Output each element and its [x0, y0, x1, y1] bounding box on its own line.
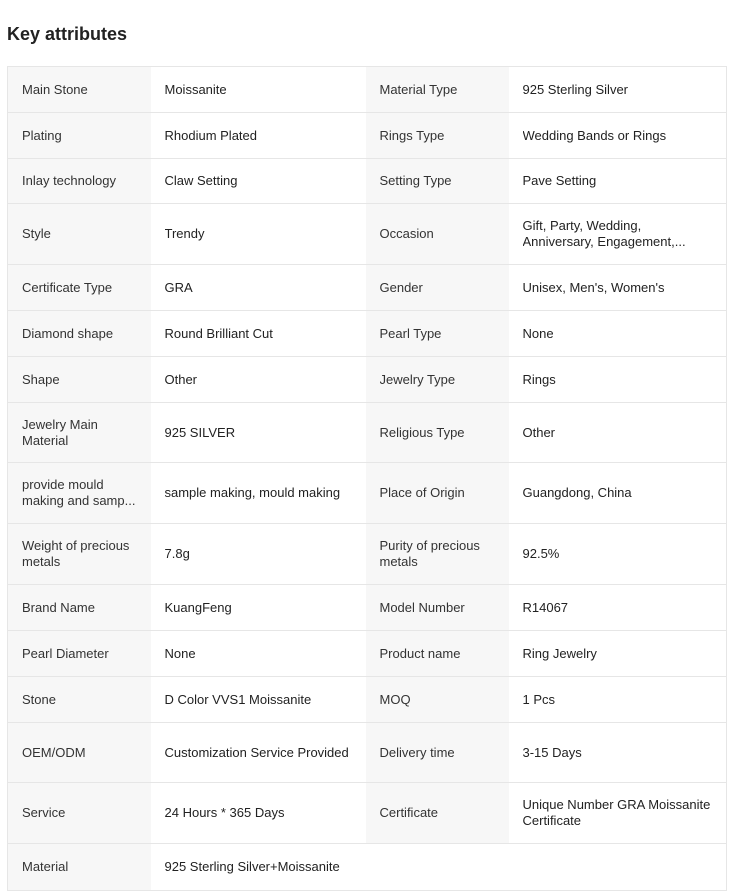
attribute-key — [8, 113, 151, 159]
attribute-key-text: Weight of precious metals — [22, 538, 130, 569]
attribute-value-text: Rings — [522, 371, 556, 387]
attribute-value-text: None — [164, 645, 196, 661]
attribute-value-text: sample making, mould making — [164, 485, 341, 500]
attribute-value-text: None — [522, 325, 554, 341]
attribute-key-text: Brand Name — [22, 599, 95, 615]
attribute-key — [8, 357, 151, 403]
attribute-key-text: Rings Type — [379, 127, 445, 143]
attribute-key-text: Material Type — [379, 81, 458, 97]
attribute-value-text: Pave Setting — [522, 173, 597, 188]
attribute-key — [366, 723, 509, 783]
attribute-key — [366, 265, 509, 311]
attribute-key — [8, 524, 151, 585]
attribute-value — [509, 783, 727, 844]
attribute-key-text: Certificate — [379, 805, 439, 820]
attribute-key — [366, 159, 509, 204]
attribute-value — [509, 585, 727, 631]
attribute-value-text: 925 Sterling Silver — [522, 81, 628, 97]
attribute-value — [509, 357, 727, 403]
attribute-key-text: Setting Type — [379, 173, 452, 188]
attribute-row — [8, 67, 727, 113]
attribute-value — [509, 723, 727, 783]
attribute-value-text: 1 Pcs — [522, 691, 556, 707]
attribute-value — [151, 524, 366, 585]
attribute-key-text: Pearl Diameter — [22, 645, 109, 661]
attribute-key — [8, 159, 151, 204]
attribute-row — [8, 204, 727, 265]
attribute-value — [151, 113, 366, 159]
attribute-key-text: Jewelry Type — [379, 371, 456, 387]
attribute-key — [366, 311, 509, 357]
attribute-key-text: Diamond shape — [22, 325, 114, 341]
attribute-value-text: 925 Sterling Silver+Moissanite — [164, 859, 340, 874]
attribute-value-text: Claw Setting — [164, 173, 238, 188]
attribute-key — [366, 783, 509, 844]
attribute-row — [8, 113, 727, 159]
attribute-value — [151, 783, 366, 844]
attribute-value-text: Wedding Bands or Rings — [522, 127, 667, 143]
attribute-key — [8, 204, 151, 265]
attribute-key-text: Product name — [379, 645, 461, 661]
attribute-key — [8, 783, 151, 844]
attribute-value — [151, 631, 366, 677]
attribute-key — [8, 265, 151, 311]
attribute-value — [151, 204, 366, 265]
attribute-key-text: Jewelry Main Material — [22, 416, 98, 448]
attribute-value-text: Customization Service Provided — [164, 744, 349, 760]
attribute-row — [8, 357, 727, 403]
attribute-row — [8, 585, 727, 631]
attribute-value — [509, 677, 727, 723]
attribute-key-text: Material — [22, 859, 69, 874]
attribute-key-text: Plating — [22, 127, 62, 143]
attribute-key-text: Inlay technology — [22, 173, 116, 188]
attribute-key — [8, 463, 151, 524]
attribute-value-text: Ring Jewelry — [522, 645, 597, 661]
attribute-value-text: GRA — [164, 279, 193, 295]
attribute-row — [8, 159, 727, 204]
attribute-value — [509, 159, 727, 204]
attribute-value — [151, 357, 366, 403]
attribute-row — [8, 723, 727, 783]
attribute-row — [8, 403, 727, 463]
attribute-key — [8, 311, 151, 357]
attribute-key — [366, 67, 509, 113]
attribute-key — [8, 585, 151, 631]
attribute-value-text: 925 SILVER — [164, 424, 236, 440]
attribute-value-text: Unisex, Men's, Women's — [522, 279, 665, 295]
attribute-value — [509, 311, 727, 357]
attribute-key — [366, 113, 509, 159]
attribute-value-text: 92.5% — [522, 546, 560, 561]
attribute-row — [8, 524, 727, 585]
attribute-row — [8, 311, 727, 357]
attribute-key-text: provide mould making and samp... — [22, 477, 136, 508]
attribute-value — [509, 204, 727, 265]
attribute-key-text: MOQ — [379, 691, 411, 707]
attribute-value-text: R14067 — [522, 599, 569, 615]
attribute-key — [8, 67, 151, 113]
attribute-row — [8, 783, 727, 844]
attribute-value — [151, 403, 366, 463]
attribute-key — [366, 524, 509, 585]
attribute-key-text: Delivery time — [379, 744, 455, 760]
attributes-table-body — [8, 67, 727, 891]
section-title: Key attributes — [7, 24, 128, 44]
attribute-value-text: Unique Number GRA Moissanite Certificate — [522, 797, 711, 828]
attribute-value-text: KuangFeng — [164, 599, 232, 615]
attribute-value-text: 3-15 Days — [522, 744, 582, 760]
attribute-key — [8, 844, 151, 891]
attribute-row — [8, 463, 727, 524]
attribute-key — [366, 585, 509, 631]
attribute-key-text: Model Number — [379, 599, 465, 615]
attribute-key-text: Certificate Type — [22, 279, 113, 295]
attribute-key — [8, 631, 151, 677]
attribute-key-text: Gender — [379, 279, 423, 295]
attribute-value-text: Guangdong, China — [522, 485, 632, 500]
attribute-value-text: 7.8g — [164, 546, 190, 561]
attribute-key-text: Place of Origin — [379, 485, 465, 500]
attributes-table — [7, 66, 727, 891]
attribute-key-text: Main Stone — [22, 81, 88, 97]
attribute-key — [366, 463, 509, 524]
attribute-key-text: Pearl Type — [379, 325, 442, 341]
attribute-key-text: Religious Type — [379, 424, 465, 440]
attribute-key — [366, 204, 509, 265]
attribute-value-text: Rhodium Plated — [164, 127, 257, 143]
attribute-key-text: Shape — [22, 371, 60, 387]
attribute-value-text: Round Brilliant Cut — [164, 325, 273, 341]
attribute-key — [366, 403, 509, 463]
attribute-value — [509, 67, 727, 113]
attribute-value — [151, 723, 366, 783]
attribute-value — [151, 159, 366, 204]
attribute-key — [366, 677, 509, 723]
attribute-value — [509, 403, 727, 463]
attribute-key — [366, 357, 509, 403]
attribute-row — [8, 265, 727, 311]
attribute-value — [151, 677, 366, 723]
attribute-value-text: Other — [164, 371, 198, 387]
attribute-value — [509, 524, 727, 585]
attribute-key-text: OEM/ODM — [22, 744, 86, 760]
attribute-row — [8, 844, 727, 891]
attribute-key — [366, 631, 509, 677]
attribute-value — [151, 585, 366, 631]
attribute-value-text: Moissanite — [164, 81, 227, 97]
attribute-key-text: Style — [22, 226, 51, 241]
attribute-key — [8, 723, 151, 783]
attribute-key-text: Stone — [22, 691, 56, 707]
attribute-value — [151, 311, 366, 357]
attribute-value — [151, 463, 366, 524]
attribute-value-text: D Color VVS1 Moissanite — [164, 691, 312, 707]
attribute-value-text: Gift, Party, Wedding, Anniversary, Engagement,... — [522, 218, 686, 249]
attribute-value — [151, 265, 366, 311]
attribute-key — [8, 677, 151, 723]
attribute-row — [8, 631, 727, 677]
attribute-value — [151, 67, 366, 113]
attribute-key-text: Occasion — [379, 226, 434, 241]
attribute-value-text: Other — [522, 424, 556, 440]
attribute-value-text: 24 Hours * 365 Days — [164, 805, 285, 820]
attribute-value — [509, 113, 727, 159]
attribute-value — [509, 265, 727, 311]
attribute-key-text: Service — [22, 805, 66, 820]
attribute-value-text: Trendy — [164, 226, 205, 241]
attribute-value — [509, 463, 727, 524]
attribute-value — [509, 631, 727, 677]
attribute-key — [8, 403, 151, 463]
attribute-value — [151, 844, 727, 891]
attribute-row — [8, 677, 727, 723]
attribute-key-text: Purity of precious metals — [379, 538, 480, 569]
